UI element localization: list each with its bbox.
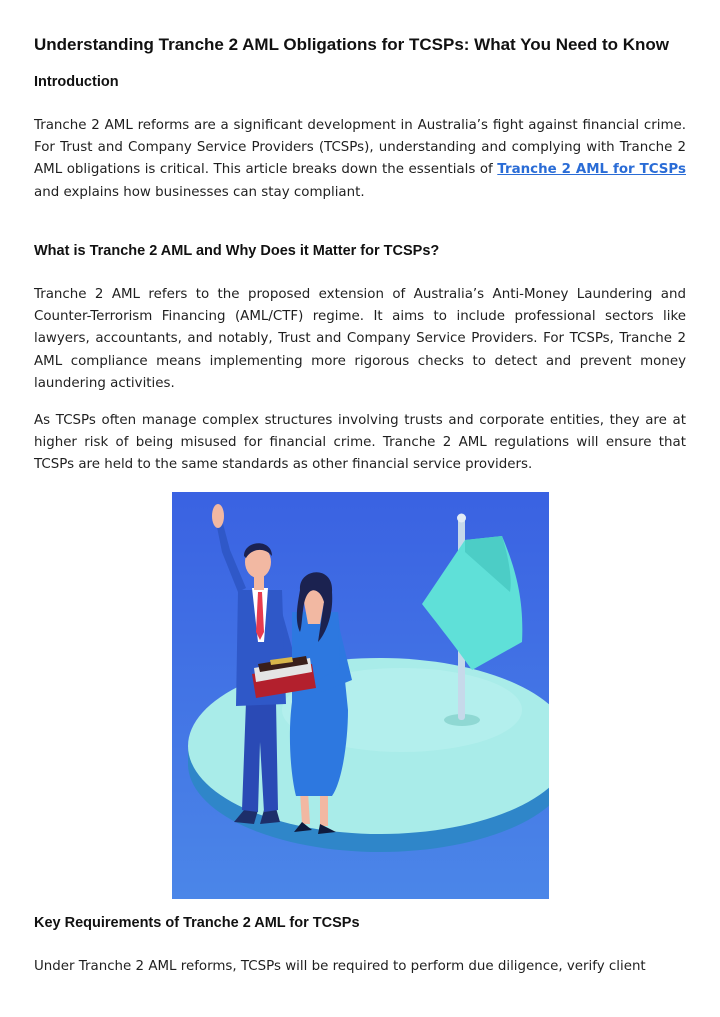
what-is-paragraph-1: Tranche 2 AML refers to the proposed extension of Australia’s Anti-Money Laundering and Counter-Terrorism Financing (AML/CTF) regime. It aims to include professional sectors like lawyers, accountants, and notably, Trust and Company Service Providers. For TCSPs, Tranche 2 AML compliance means implementing more rigorous checks to detect and prevent money laundering activities.	[34, 287, 686, 391]
intro-text-after-link: and explains how businesses can stay compliant.	[34, 184, 365, 200]
what-is-paragraph-2: As TCSPs often manage complex structures involving trusts and corporate entities, they are at higher risk of being misused for financial crime. Tranche 2 AML regulations will ensure that TCSPs are held to the same standards as other financial service providers.	[34, 413, 686, 473]
section-heading-introduction: Introduction	[34, 74, 119, 90]
page-title: Understanding Tranche 2 AML Obligations for TCSPs: What You Need to Know	[34, 35, 670, 54]
intro-paragraph	[34, 115, 686, 204]
illustration-image	[172, 492, 549, 899]
key-requirements-paragraph: Under Tranche 2 AML reforms, TCSPs will be required to perform due diligence, verify client	[34, 959, 646, 974]
section-heading-what-is-tranche2: What is Tranche 2 AML and Why Does it Matter for TCSPs?	[34, 243, 440, 259]
tranche2-aml-tcsps-link[interactable]: Tranche 2 AML for TCSPs	[497, 162, 686, 178]
section-heading-key-requirements: Key Requirements of Tranche 2 AML for TCSPs	[34, 915, 360, 931]
intro-text-before-link: Tranche 2 AML reforms are a significant development in Australia’s fight against financial crime. For Trust and Company Service Providers (TCSPs), understanding and complying with Tranche 2 AML obligations is critical. This article breaks down the essentials of	[34, 118, 686, 178]
